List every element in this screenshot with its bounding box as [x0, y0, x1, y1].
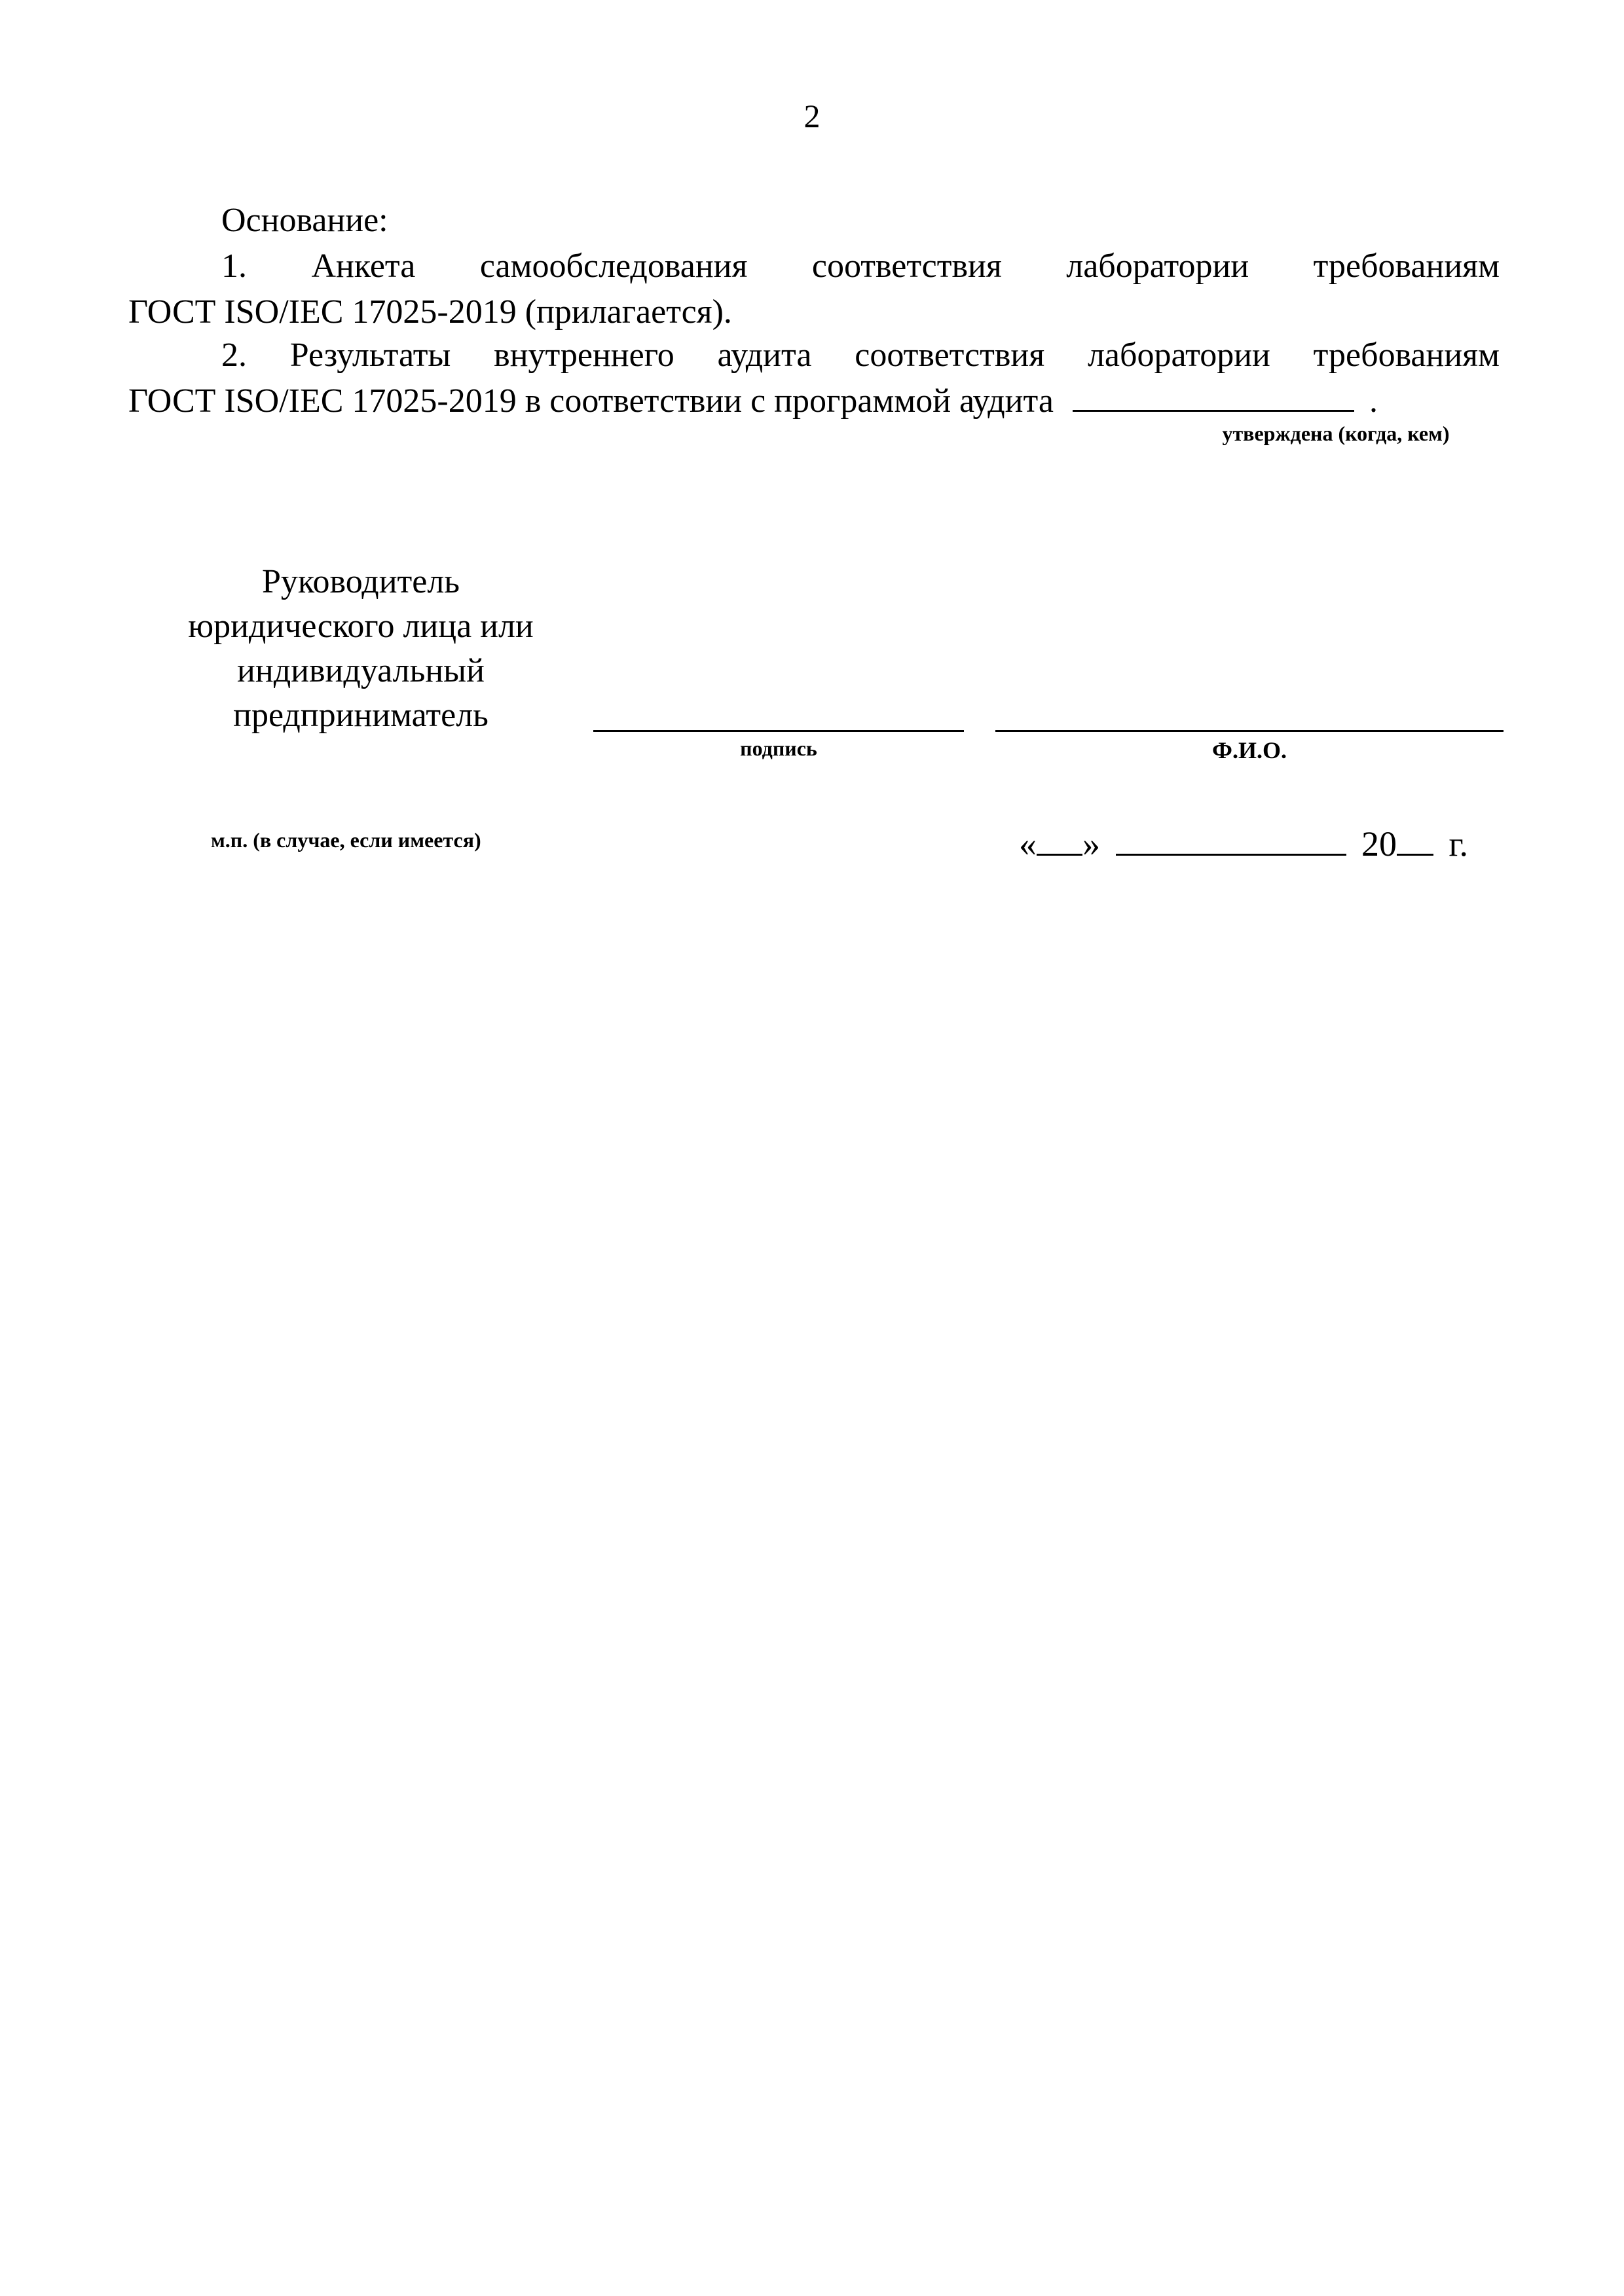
stamp-hint: м.п. (в случае, если имеется)	[211, 828, 481, 852]
year-prefix: 20	[1361, 824, 1397, 864]
date-close-quote: »	[1082, 824, 1100, 864]
approval-blank-line	[1073, 378, 1354, 412]
basis-item-2-line-2	[128, 378, 1500, 424]
page-number: 2	[803, 98, 821, 134]
signature-hint: подпись	[740, 737, 817, 760]
month-blank-line	[1116, 825, 1346, 856]
basis-item-2-end: .	[1369, 382, 1378, 420]
date-row	[1019, 824, 1468, 864]
full-name-line	[995, 730, 1504, 732]
day-blank-line	[1037, 825, 1082, 856]
signer-line-3: индивидуальный	[237, 652, 485, 689]
basis-item-1-line-1: 1. Анкета самообследования соответствия лаборатории требованиям	[221, 247, 1500, 285]
year-suffix: г.	[1449, 824, 1469, 864]
full-name-hint: Ф.И.О.	[1212, 737, 1287, 763]
signer-line-2: юридического лица или	[188, 608, 534, 645]
signer-title	[155, 560, 567, 738]
basis-heading: Основание:	[221, 202, 388, 239]
signature-line	[593, 730, 964, 732]
date-open-quote: «	[1019, 824, 1037, 864]
approved-hint: утверждена (когда, кем)	[1222, 422, 1450, 445]
signer-line-4: предприниматель	[233, 697, 489, 734]
signer-line-1: Руководитель	[262, 563, 460, 600]
basis-item-1-line-2: ГОСТ ISO/IEC 17025-2019 (прилагается).	[128, 293, 732, 331]
basis-item-2-line-1: 2. Результаты внутреннего аудита соответствия лаборатории требованиям	[221, 337, 1500, 374]
basis-item-2-text: ГОСТ ISO/IEC 17025-2019 в соответствии с программой аудита	[128, 382, 1054, 420]
year-blank-line	[1397, 825, 1433, 856]
